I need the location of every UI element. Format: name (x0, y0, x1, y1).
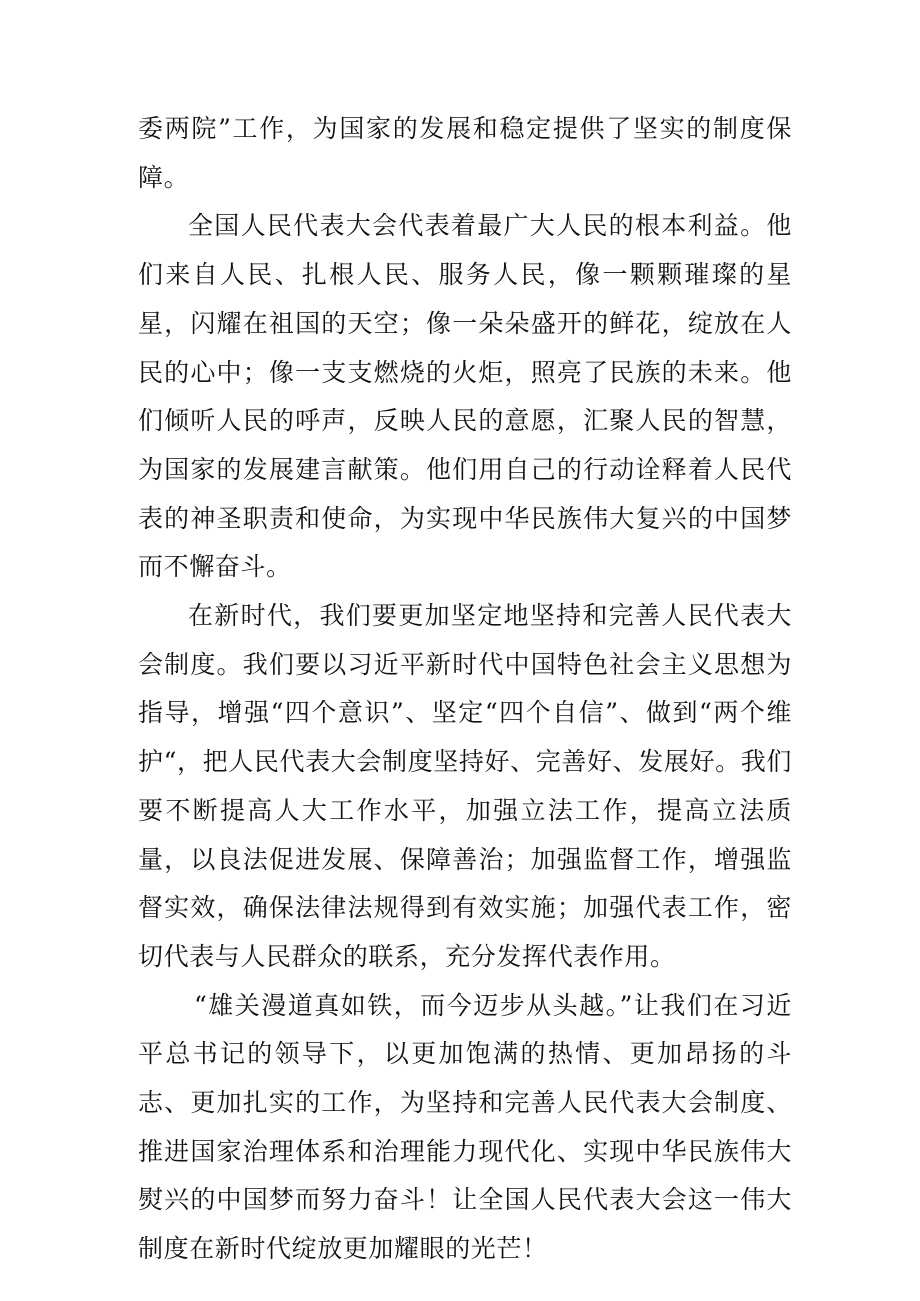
paragraph-continuation: 委两院”工作，为国家的发展和稳定提供了坚实的制度保障。 (138, 114, 792, 192)
paragraph-representatives: 全国人民代表大会代表着最广大人民的根本利益。他们来自人民、扎根人民、服务人民，像一颗颗璀璨的星星，闪耀在祖国的天空；像一朵朵盛开的鲜花，绽放在人民的心中；像一支支燃烧的火炬，照亮了民族的未来。他们倾听人民的呼声，反映人民的意愿，汇聚人民的智慧，为国家的发展建言献策。他们用自己的行动诠释着人民代表的神圣职责和使命，为实现中华民族伟大复兴的中国梦而不懈奋斗。 (138, 211, 792, 582)
paragraph-new-era: 在新时代，我们要更加坚定地坚持和完善人民代表大会制度。我们要以习近平新时代中国特色社会主义思想为指导，增强“四个意识”、坚定“四个自信”、做到“两个维护“，把人民代表大会制度坚持好、完善好、发展好。我们要不断提高人大工作水平，加强立法工作，提高立法质量，以良法促进发展、保障善治；加强监督工作，增强监督实效，确保法律法规得到有效实施；加强代表工作，密切代表与人民群众的联系，充分发挥代表作用。 (138, 601, 792, 971)
paragraph-conclusion: “雄关漫道真如铁，而今迈步从头越。”让我们在习近平总书记的领导下，以更加饱满的热情、更加昂扬的斗志、更加扎实的工作，为坚持和完善人民代表大会制度、推进国家治理体系和治理能力现代化、实现中华民族伟大熨兴的中国梦而努力奋斗！让全国人民代表大会这一伟大制度在新时代绽放更加耀眼的光芒！ (138, 990, 792, 1264)
document-body (138, 105, 792, 1274)
